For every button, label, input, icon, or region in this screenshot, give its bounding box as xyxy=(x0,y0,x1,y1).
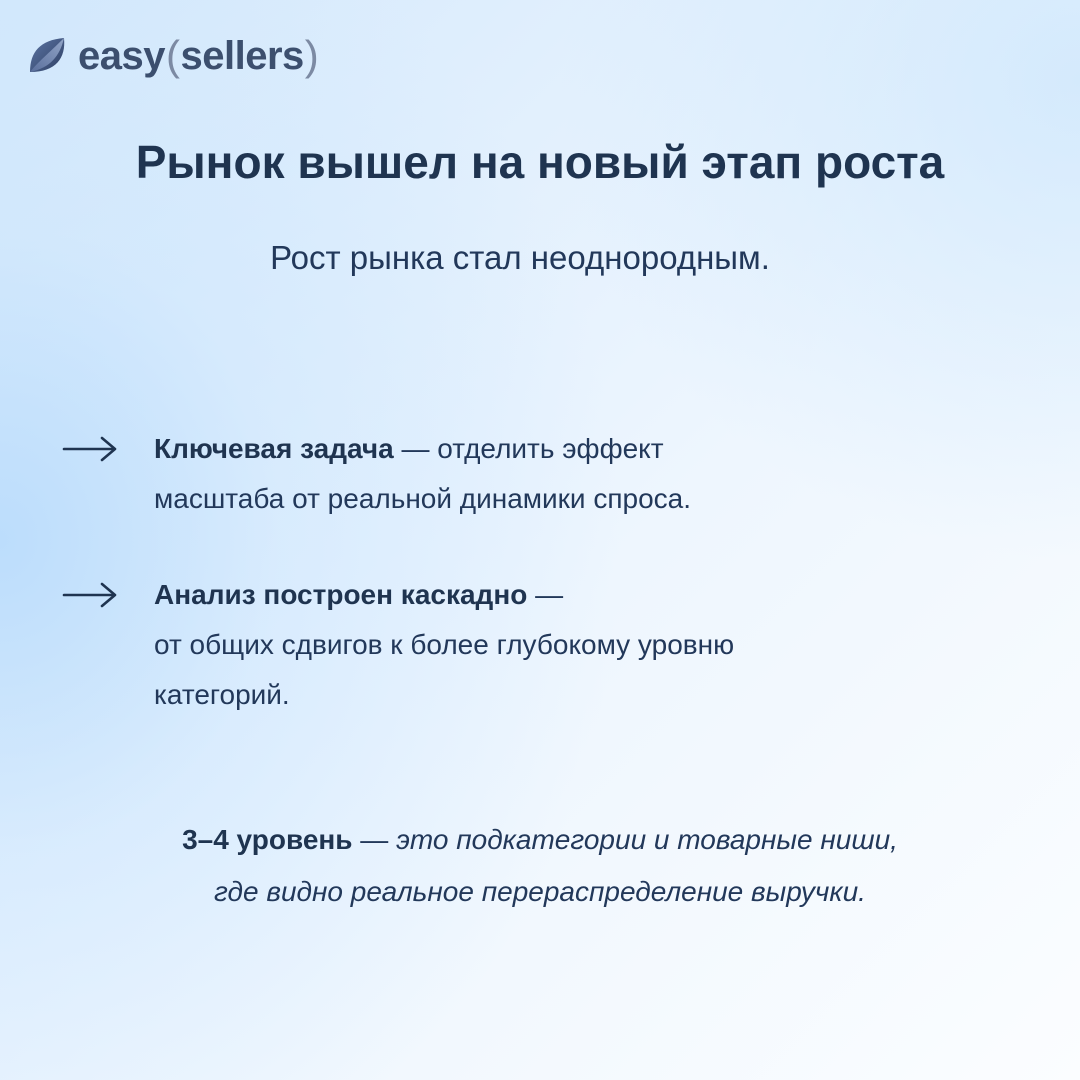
key-point-2-line1 xyxy=(154,570,934,620)
brand-name-sellers: sellers xyxy=(180,34,304,78)
leaf-logo-icon xyxy=(26,34,70,78)
footer-italic-2: где видно реальное перераспределение выручки. xyxy=(214,876,866,907)
key-point-2-bold: Анализ построен каскадно xyxy=(154,579,528,610)
page-subtitle: Рост рынка стал неоднородным. xyxy=(270,239,770,276)
footer-bold: 3–4 уровень xyxy=(182,824,353,855)
footer-line1 xyxy=(0,814,1080,866)
key-point-2-line2: от общих сдвигов к более глубокому уровню xyxy=(154,629,735,660)
brand-wordmark xyxy=(78,32,319,80)
key-point-2-text xyxy=(154,570,934,720)
footer-line2 xyxy=(0,866,1080,918)
page-title: Рынок вышел на новый этап роста xyxy=(135,136,945,188)
key-point-1-rest: — отделить эффект xyxy=(393,433,664,464)
brand-name-easy: easy xyxy=(78,34,165,78)
footer-note xyxy=(0,814,1080,918)
key-point-2-rest: — xyxy=(527,579,564,610)
footer-dash: — xyxy=(352,824,397,855)
key-point-1-text xyxy=(154,424,934,524)
footer-italic-1: это подкатегории и товарные ниши, xyxy=(396,824,898,855)
brand-paren-open: ( xyxy=(165,32,180,79)
brand-paren-close: ) xyxy=(304,32,319,79)
key-point-1-bold: Ключевая задача xyxy=(154,433,394,464)
brand-logo xyxy=(26,32,319,80)
key-point-1-line1 xyxy=(154,424,934,474)
arrow-right-icon xyxy=(62,436,118,462)
key-point-2-line3: категорий. xyxy=(154,679,290,710)
key-point-1-line2: масштаба от реальной динамики спроса. xyxy=(154,483,692,514)
arrow-right-icon xyxy=(62,582,118,608)
